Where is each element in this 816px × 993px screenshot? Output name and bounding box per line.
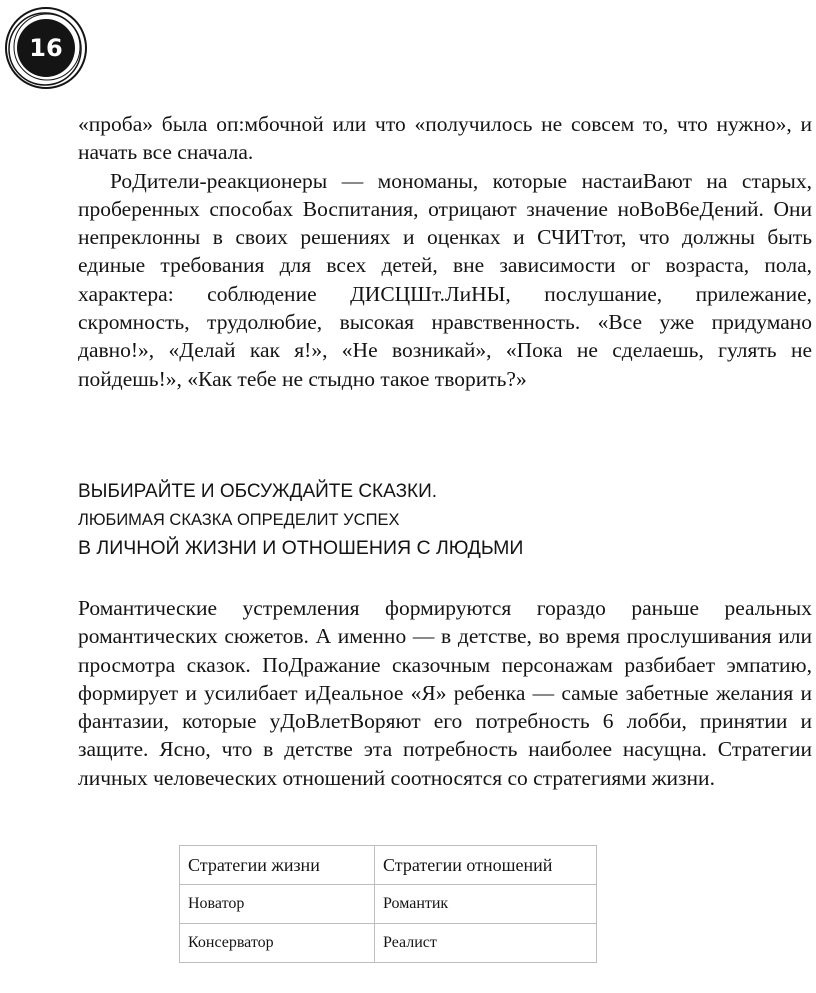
section-heading-line-3: В ЛИЧНОЙ ЖИЗНИ И ОТНОШЕНИЯ С ЛЮДЬМИ <box>78 537 524 559</box>
section-heading-line-1: ВЫБИРАЙТЕ И ОБСУЖДАЙТЕ СКАЗКИ. <box>78 481 438 502</box>
section-heading-line-2: ЛЮБИМАЯ СКАЗКА ОПРЕДЕЛИТ УСПЕХ <box>78 511 400 529</box>
intro-text <box>78 110 812 393</box>
table-header-row <box>180 846 597 885</box>
table-header-cell: Стратегии жизни <box>180 846 375 885</box>
page-number-badge <box>0 4 92 96</box>
paragraph-1: «проба» была оп:мбочной или что «получилось не совсем то, что нужно», и начать все сначала. <box>78 112 812 165</box>
paragraph-2: РоДители-реакционеры — мономаны, которые настаиВают на старых, проберенных способах Воспитания, отрицают значение ноВоВ6еДений. Они непреклонны в своих решениях и оценках и СЧИТтот, что должны быть единые требования для всех детей, вне зависимости ог возраста, пола, характера: соблюдение ДИСЦШт.ЛиНЫ, послушание, прилежание, скромность, трудолюбие, высокая нравственность. «Все уже придумано давно!», «Делай как я!», «Не возникай», «Пока не сделаешь, гулять не пойдешь!», «Как тебе не стыдно такое творить?» <box>78 168 812 391</box>
paragraph-3: Романтические устремления формируются гораздо раньше реальных романтических сюжетов. А именно — в детстве, во время прослушивания или просмотра сказок. ПоДражание сказочным персонажам разбибает эмпатию, формирует и усилибает иДеальное «Я» ребенка — самые забетные желания и фантазии, которые уДоВлетВоряют его потребность 6 лобби, принятии и защите. Ясно, что в детстве эта потребность наиболее насущна. Стратегии личных человеческих отношений соотносятся со стратегиями жизни. <box>78 596 812 790</box>
table-cell: Реалист <box>375 924 597 963</box>
section-body <box>78 594 812 792</box>
page-number: 16 <box>29 34 63 62</box>
table-header-cell: Стратегии отношений <box>375 846 597 885</box>
table-cell: Романтик <box>375 885 597 924</box>
table-cell: Новатор <box>180 885 375 924</box>
table-row <box>180 924 597 963</box>
table-cell: Консерватор <box>180 924 375 963</box>
table-row <box>180 885 597 924</box>
strategy-table <box>179 845 597 963</box>
